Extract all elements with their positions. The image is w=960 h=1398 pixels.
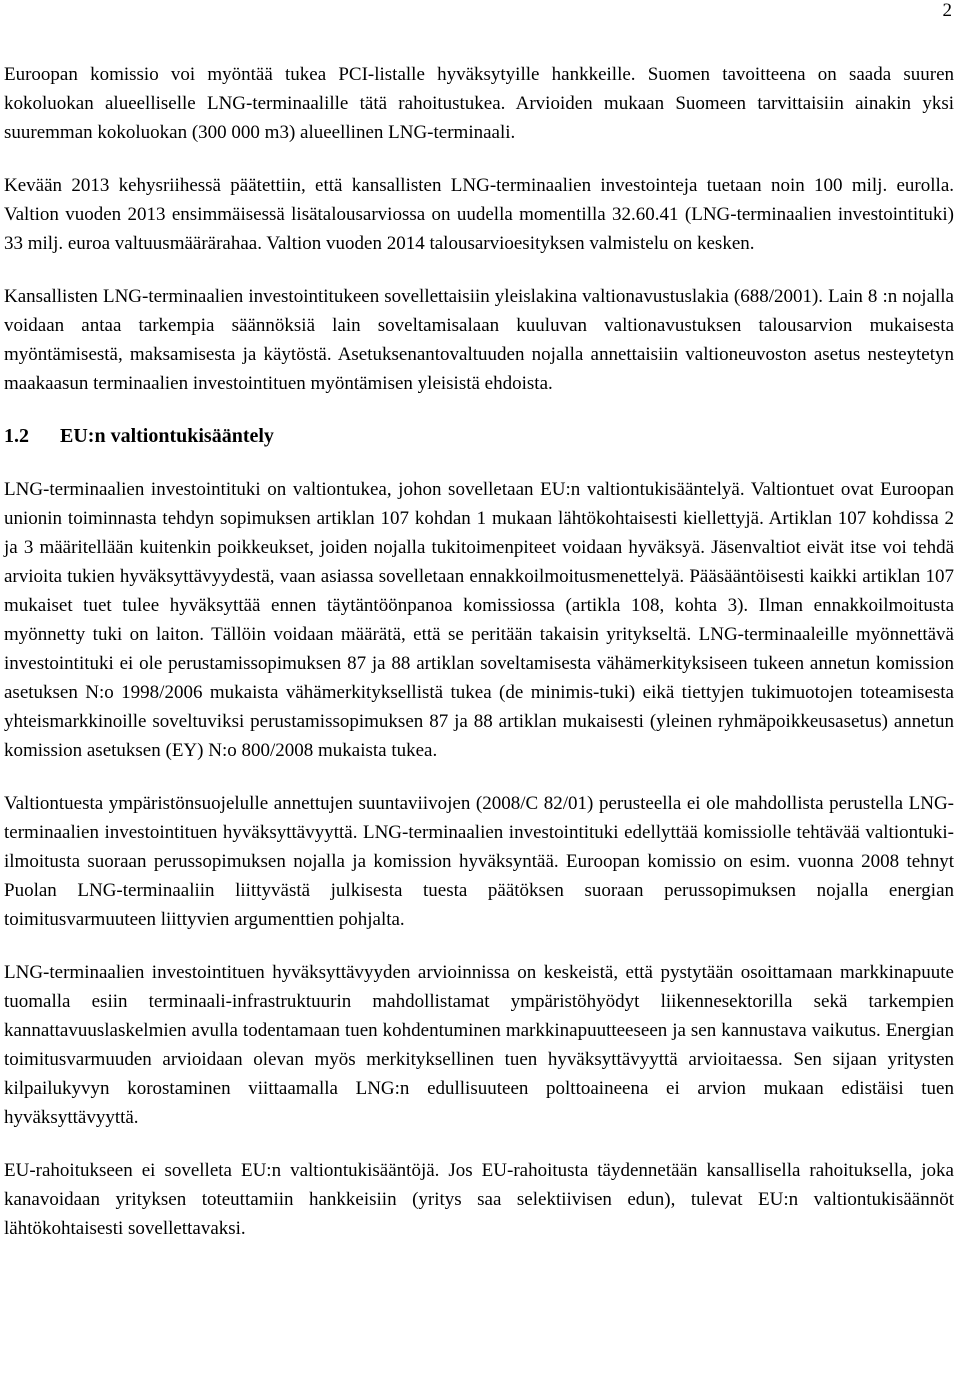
document-body: [4, 60, 954, 1243]
section-title: EU:n valtiontukisääntely: [60, 425, 274, 447]
paragraph-pci-funding: Euroopan komissio voi myöntää tukea PCI-listalle hyväksytyille hankkeille. Suomen tavoitteena on saada suuren kokoluokan alueelliselle LNG-terminaalille tätä rahoitustukea. Arvioiden mukaan Suomeen tarvittaisiin ainakin yksi suuremman kokoluokan (300 000 m3) alueellinen LNG-terminaali.: [4, 64, 954, 143]
paragraph-subsidy-law: Kansallisten LNG-terminaalien investointitukeen sovellettaisiin yleislakina valtionavustuslakia (688/2001). Lain 8 :n nojalla voidaan antaa tarkempia säännöksiä lain soveltamisalaan kuuluvan valtionavustuksen talousarvion mukaisesta myöntämisestä, maksamisesta ja käytöstä. Asetuksenantovaltuuden nojalla annettaisiin valtioneuvoston asetus nesteytetyn maakaasun terminaalien investointituen myöntämisen yleisistä ehdoista.: [4, 286, 954, 394]
section-number: 1.2: [4, 425, 29, 447]
paragraph-assessment: LNG-terminaalien investointituen hyväksyttävyyden arvioinnissa on keskeistä, että pystytään osoittamaan markkinapuute tuomalla esiin terminaali-infrastruktuurin mahdollistamat ympäristöhyödyt liikennesektorilla sekä tarkempien kannattavuuslaskelmien avulla todentamaan tuen kohdentuminen markkinapuutteeseen ja sen kannustava vaikutus. Energian toimitusvarmuuden arvioidaan olevan myös merkityksellinen tuen hyväksyttävyyttä arvioitaessa. Sen sijaan yritysten kilpailukyvyn korostaminen viittaamalla LNG:n edullisuuteen polttoaineena ei arvion mukaan edistäisi tuen hyväksyttävyyttä.: [4, 962, 954, 1128]
paragraph-state-aid-rules: LNG-terminaalien investointituki on valtiontukea, johon sovelletaan EU:n valtiontukisääntelyä. Valtiontuet ovat Euroopan unionin toiminnasta tehdyn sopimuksen artiklan 107 kohdan 1 mukaan lähtökohtaisesti kiellettyjä. Artiklan 107 kohdissa 2 ja 3 määritellään kuitenkin poikkeukset, joiden nojalla tukitoimenpiteet voidaan hyväksyä. Jäsenvaltiot eivät itse voi tehdä arvioita tukien hyväksyttävyydestä, vaan asiassa sovelletaan ennakkoilmoitusmenettelyä. Pääsääntöisesti kaikki artiklan 107 mukaiset tuet tulee hyväksyttää ennen täytäntöönpanoa komissiossa (artikla 108, kohta 3). Ilman ennakkoilmoitusta myönnetty tuki on laiton. Tällöin voidaan määrätä, että se peritään takaisin yritykseltä. LNG-terminaaleille myönnettävä investointituki ei ole perustamissopimuksen 87 ja 88 artiklan soveltamisesta vähämerkityksiseen tukeen annetun komission asetuksen N:o 1998/2006 mukaista vähämerkityksellistä tukea (de minimis-tuki) eikä tiettyjen tukimuotojen toteamisesta yhteismarkkinoille soveltuviksi perustamissopimuksen 87 ja 88 artiklan mukaisesti (yleinen ryhmäpoikkeusasetus) annetun komission asetuksen (EY) N:o 800/2008 mukaista tukea.: [4, 479, 954, 761]
paragraph-environmental-guidelines: Valtiontuesta ympäristönsuojelulle annettujen suuntaviivojen (2008/C 82/01) perusteella ei ole mahdollista perustella LNG-terminaalien investointituen hyväksyttävyyttä. LNG-terminaalien investointituki edellyttää komissiolle tehtävää valtiontuki-ilmoitusta suoraan perussopimuksen nojalla ja komission hyväksyntää. Euroopan komissio on esim. vuonna 2008 tehnyt Puolan LNG-terminaaliin liittyvästä julkisesta tuesta päätöksen suoraan perussopimuksen nojalla energian toimitusvarmuuteen liittyvien argumenttien pohjalta.: [4, 793, 954, 930]
page-number: 2: [942, 0, 952, 21]
paragraph-budget-framework: Kevään 2013 kehysriihessä päätettiin, että kansallisten LNG-terminaalien investointeja tuetaan noin 100 milj. eurolla. Valtion vuoden 2013 ensimmäisessä lisätalousarviossa on uudella momentilla 32.60.41 (LNG-terminaalien investointituki) 33 milj. euroa valtuusmäärärahaa. Valtion vuoden 2014 talousarvioesityksen valmistelu on kesken.: [4, 175, 954, 254]
paragraph-eu-funding: EU-rahoitukseen ei sovelleta EU:n valtiontukisääntöjä. Jos EU-rahoitusta täydennetään kansallisella rahoituksella, joka kanavoidaan yrityksen toteuttamiin hankkeisiin (yritys saa selektiivisen edun), tulevat EU:n valtiontukisäännöt lähtökohtaisesti sovellettavaksi.: [4, 1160, 954, 1239]
section-heading: [4, 422, 954, 451]
